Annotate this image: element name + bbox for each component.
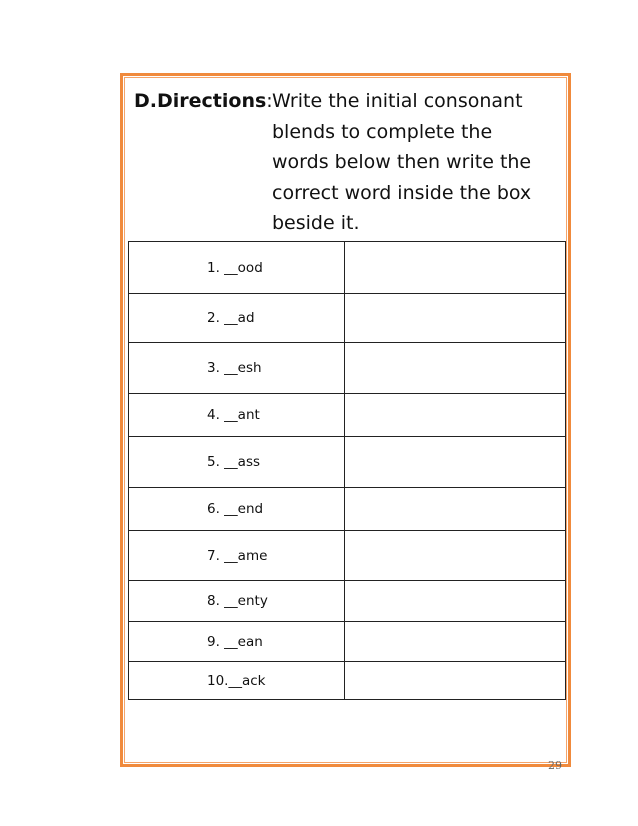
page-number: 29 bbox=[548, 759, 562, 772]
answer-table bbox=[128, 241, 566, 700]
answer-box[interactable] bbox=[345, 242, 566, 294]
table-row bbox=[129, 662, 566, 700]
word-item: 8. __enty bbox=[129, 581, 345, 622]
word-item: 10.__ack bbox=[129, 662, 345, 700]
answer-box[interactable] bbox=[345, 294, 566, 343]
directions-block bbox=[134, 86, 564, 239]
table-row bbox=[129, 242, 566, 294]
answer-box[interactable] bbox=[345, 581, 566, 622]
directions-line-2: blends to complete the bbox=[272, 120, 493, 143]
table-row bbox=[129, 488, 566, 531]
word-item: 6. __end bbox=[129, 488, 345, 531]
table-row bbox=[129, 343, 566, 394]
word-item: 9. __ean bbox=[129, 622, 345, 662]
directions-label: D.Directions: bbox=[134, 90, 273, 112]
answer-box[interactable] bbox=[345, 488, 566, 531]
directions-line-3: words below then write the bbox=[272, 151, 532, 173]
answer-box[interactable] bbox=[345, 662, 566, 700]
table-row bbox=[129, 531, 566, 581]
directions-line-1: Write the initial consonant bbox=[272, 90, 523, 112]
table-row bbox=[129, 294, 566, 343]
table-row bbox=[129, 581, 566, 622]
directions-line-5: beside it. bbox=[272, 212, 360, 234]
word-item: 2. __ad bbox=[129, 294, 345, 343]
word-item: 1. __ood bbox=[129, 242, 345, 294]
answer-box[interactable] bbox=[345, 437, 566, 488]
directions-line-4: correct word inside the box bbox=[272, 181, 532, 204]
answer-box[interactable] bbox=[345, 531, 566, 581]
answer-box[interactable] bbox=[345, 622, 566, 662]
word-item: 7. __ame bbox=[129, 531, 345, 581]
answer-box[interactable] bbox=[345, 343, 566, 394]
answer-box[interactable] bbox=[345, 394, 566, 437]
table-row bbox=[129, 394, 566, 437]
word-item: 5. __ass bbox=[129, 437, 345, 488]
word-item: 3. __esh bbox=[129, 343, 345, 394]
word-item: 4. __ant bbox=[129, 394, 345, 437]
table-row bbox=[129, 437, 566, 488]
table-row bbox=[129, 622, 566, 662]
